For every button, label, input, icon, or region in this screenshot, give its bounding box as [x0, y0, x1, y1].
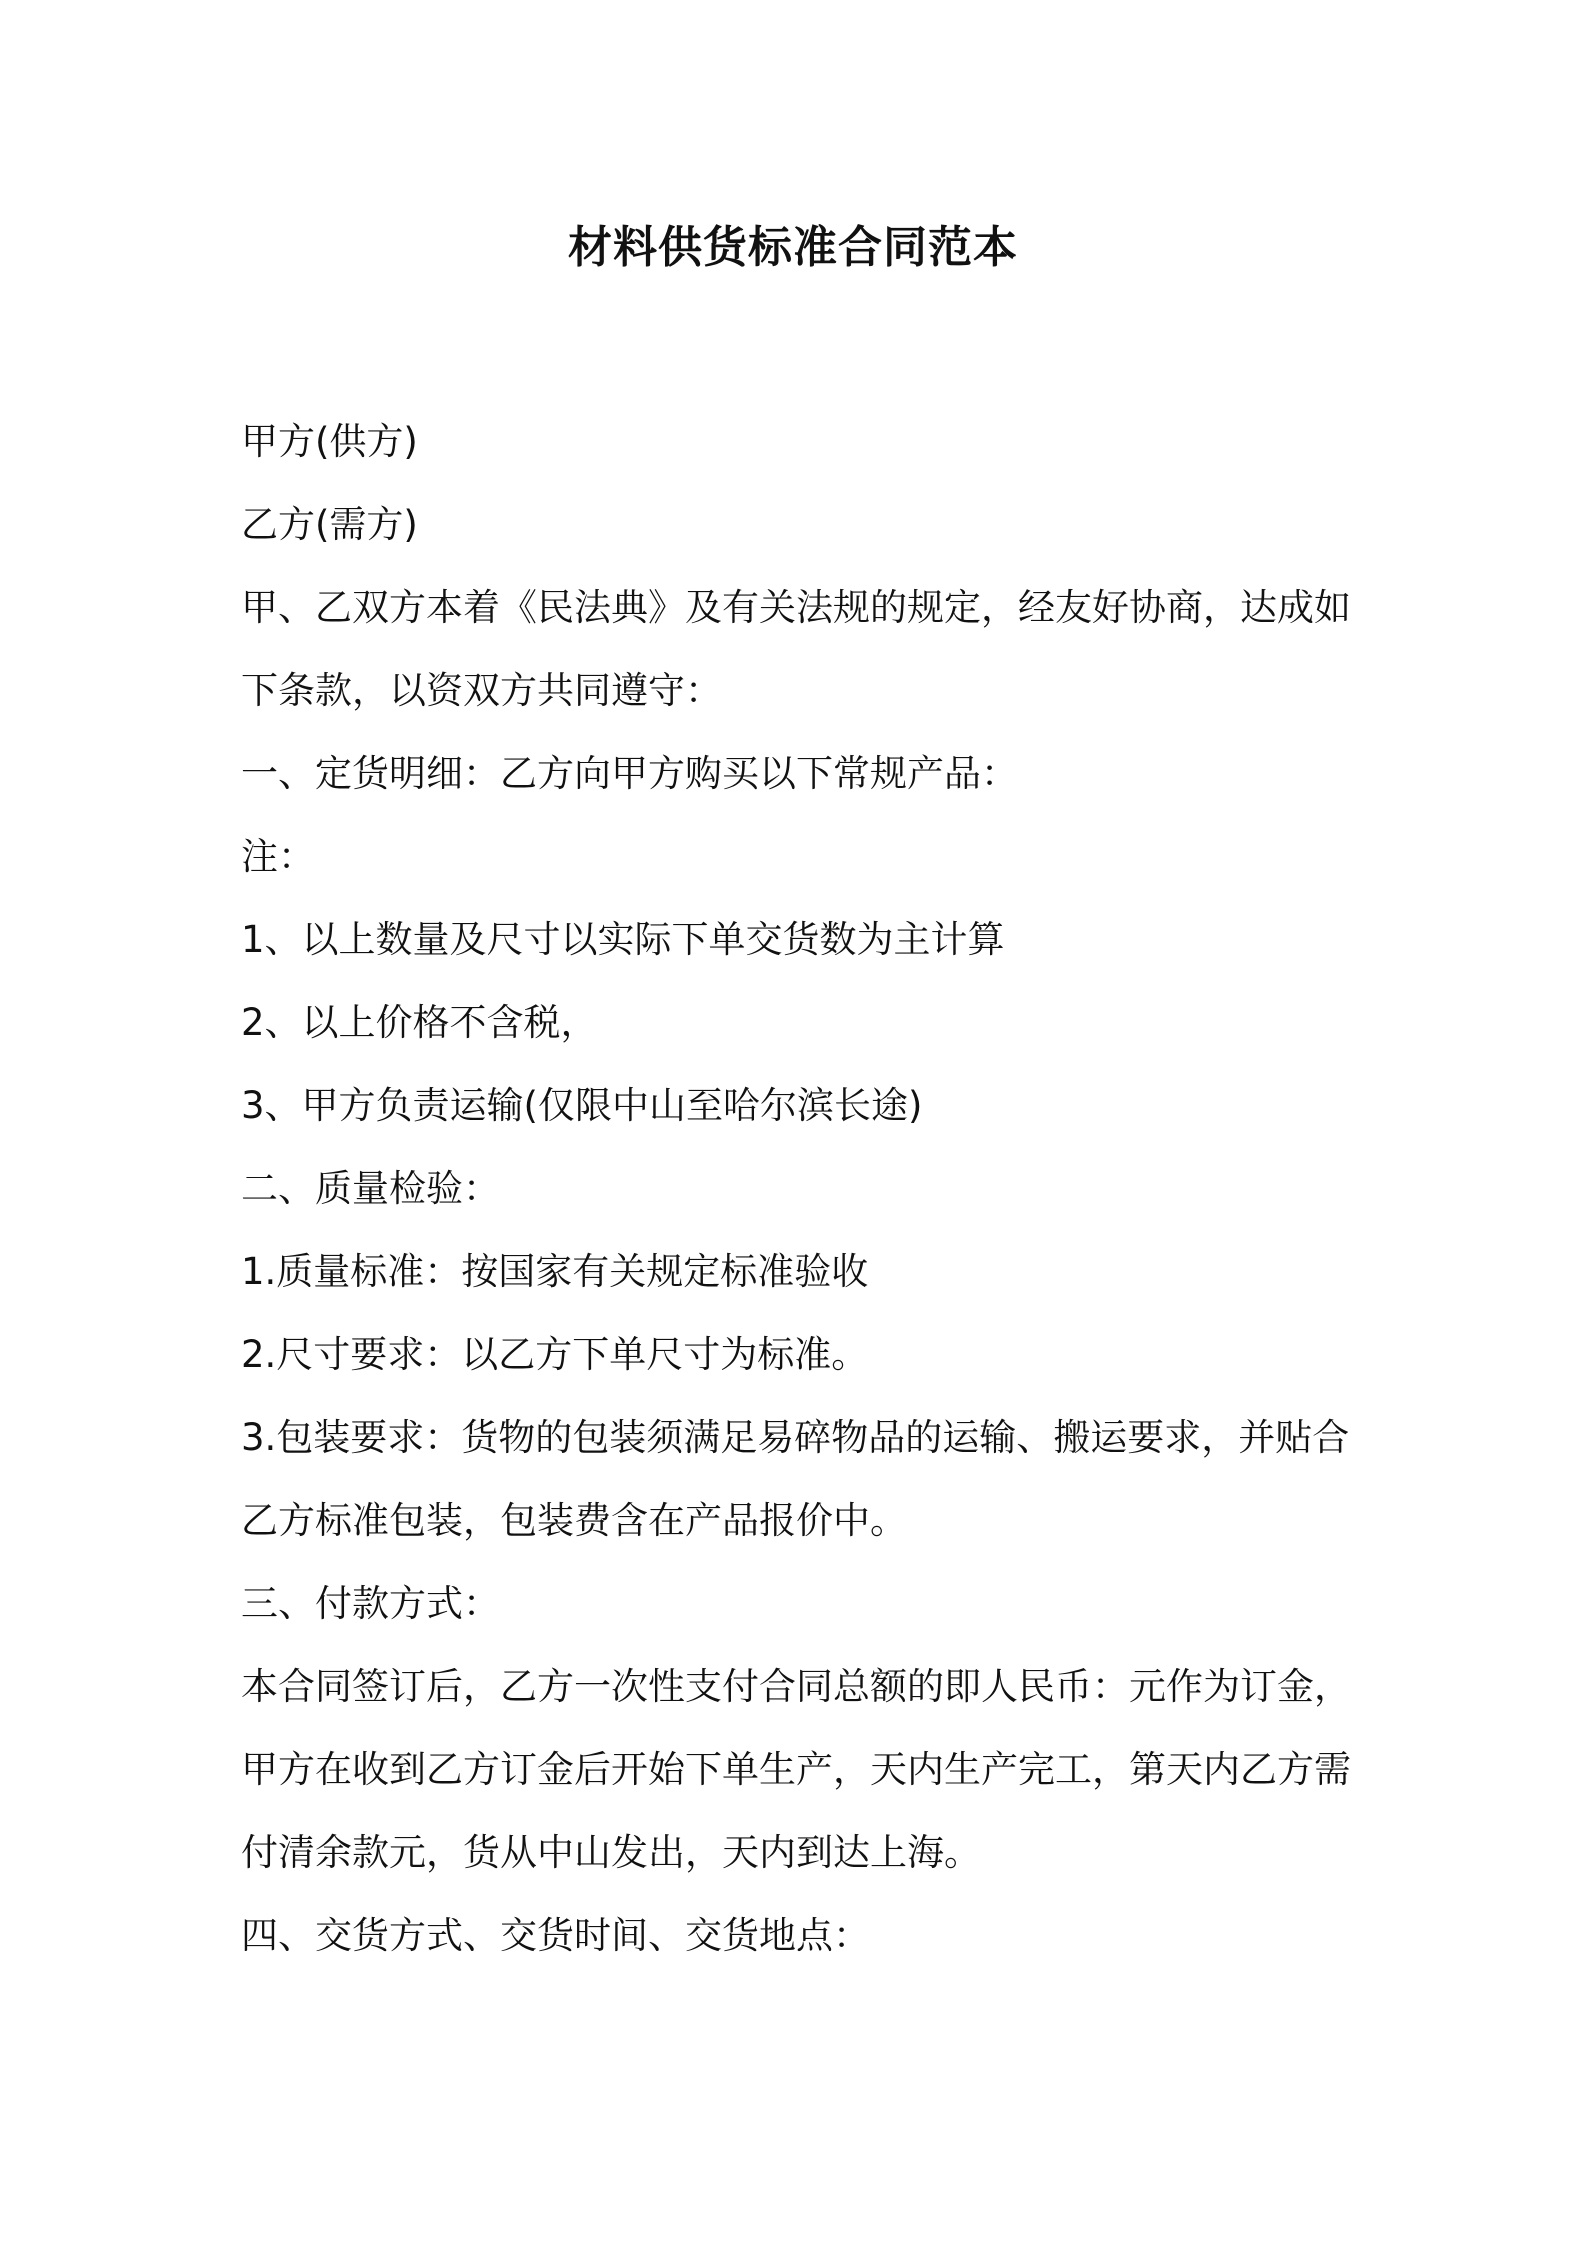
note-heading: 注： — [241, 835, 315, 878]
note-item-2: 2、以上价格不含税， — [241, 1001, 598, 1044]
preamble-line-1: 甲、乙双方本着《民法典》及有关法规的规定，经友好协商，达成如 — [241, 586, 1351, 629]
note-item-3: 3、甲方负责运输(仅限中山至哈尔滨长途) — [241, 1084, 923, 1127]
section-3-heading: 三、付款方式： — [241, 1582, 500, 1625]
party-a-line: 甲方(供方) — [241, 420, 418, 463]
document-body — [241, 400, 1361, 1977]
party-b-line: 乙方(需方) — [241, 503, 418, 546]
note-item-1: 1、以上数量及尺寸以实际下单交货数为主计算 — [241, 918, 1005, 961]
section-4-heading: 四、交货方式、交货时间、交货地点： — [241, 1914, 870, 1957]
payment-line-3: 付清余款元，货从中山发出，天内到达上海。 — [241, 1831, 981, 1874]
payment-line-2: 甲方在收到乙方订金后开始下单生产，天内生产完工，第天内乙方需 — [241, 1748, 1351, 1791]
quality-item-3-line-2: 乙方标准包装，包装费含在产品报价中。 — [241, 1499, 907, 1542]
section-1-heading: 一、定货明细：乙方向甲方购买以下常规产品： — [241, 752, 1018, 795]
quality-item-2: 2.尺寸要求：以乙方下单尺寸为标准。 — [241, 1333, 869, 1376]
section-2-heading: 二、质量检验： — [241, 1167, 500, 1210]
quality-item-3-line-1: 3.包装要求：货物的包装须满足易碎物品的运输、搬运要求，并贴合 — [241, 1416, 1350, 1459]
quality-item-1: 1.质量标准：按国家有关规定标准验收 — [241, 1250, 869, 1293]
preamble-line-2: 下条款，以资双方共同遵守： — [241, 669, 722, 712]
document-title: 材料供货标准合同范本 — [568, 222, 1018, 273]
payment-line-1: 本合同签订后，乙方一次性支付合同总额的即人民币：元作为订金， — [241, 1665, 1351, 1708]
